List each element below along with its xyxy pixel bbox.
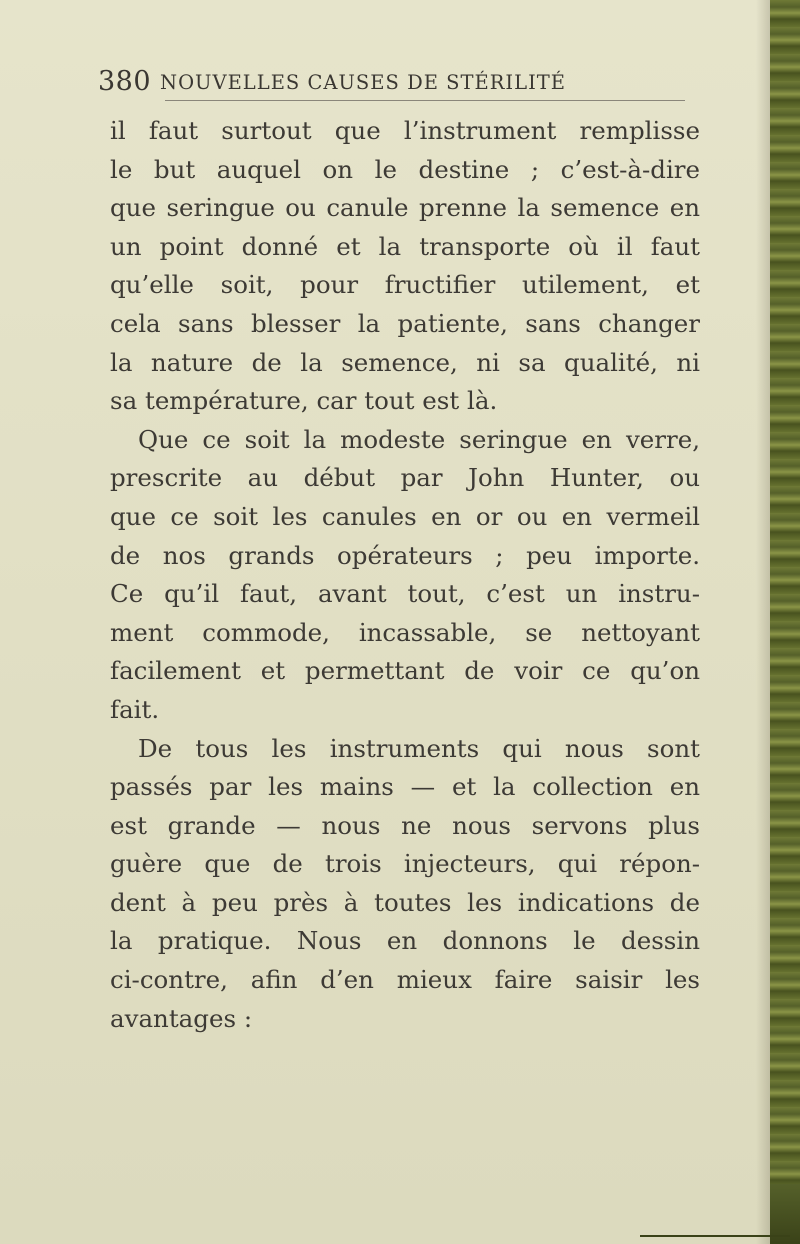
text-line: ment commode, incassable, se nettoyant — [110, 617, 700, 647]
page-header — [98, 62, 698, 102]
text-line: passés par les mains — et la collection en — [110, 772, 700, 802]
text-line: De tous les instruments qui nous sont — [138, 733, 700, 763]
running-title: NOUVELLES CAUSES DE STÉRILITÉ — [160, 71, 567, 94]
text-line: la nature de la semence, ni sa qualité, ni — [110, 347, 700, 377]
text-line: cela sans blesser la patiente, sans changer — [110, 308, 700, 338]
text-line: que seringue ou canule prenne la semence en — [110, 193, 700, 223]
text-line: avantages : — [110, 1003, 253, 1033]
text-line: de nos grands opérateurs ; peu importe. — [110, 540, 700, 570]
text-line: le but auquel on le destine ; c’est-à-dire — [110, 154, 700, 184]
text-line: il faut surtout que l’instrument remplisse — [110, 116, 700, 145]
page-gutter-shadow — [756, 0, 770, 1244]
book-edge — [770, 0, 800, 1244]
text-line: fait. — [110, 694, 160, 724]
text-line: ci-contre, afin d’en mieux faire saisir les — [110, 965, 700, 995]
text-line: est grande — nous ne nous servons plus — [110, 810, 700, 840]
text-line: guère que de trois injecteurs, qui répon- — [110, 849, 700, 879]
text-line: facilement et permettant de voir ce qu’on — [110, 656, 700, 686]
text-line: la pratique. Nous en donnons le dessin — [110, 926, 700, 956]
text-line: prescrite au début par John Hunter, ou — [110, 463, 700, 493]
text-line: Ce qu’il faut, avant tout, c’est un instru- — [110, 579, 700, 609]
text-line: Que ce soit la modeste seringue en verre, — [138, 424, 700, 454]
text-line: dent à peu près à toutes les indications de — [110, 887, 700, 917]
text-line: que ce soit les canules en or ou en vermeil — [110, 501, 700, 531]
header-rule — [165, 100, 685, 101]
text-line: sa température, car tout est là. — [110, 386, 498, 416]
cover-edge-line — [640, 1235, 790, 1237]
text-line: un point donné et la transporte où il faut — [110, 231, 700, 261]
text-line: qu’elle soit, pour fructifier utilement, et — [110, 270, 700, 300]
body-text — [110, 112, 700, 1038]
page-number: 380 — [98, 66, 152, 97]
